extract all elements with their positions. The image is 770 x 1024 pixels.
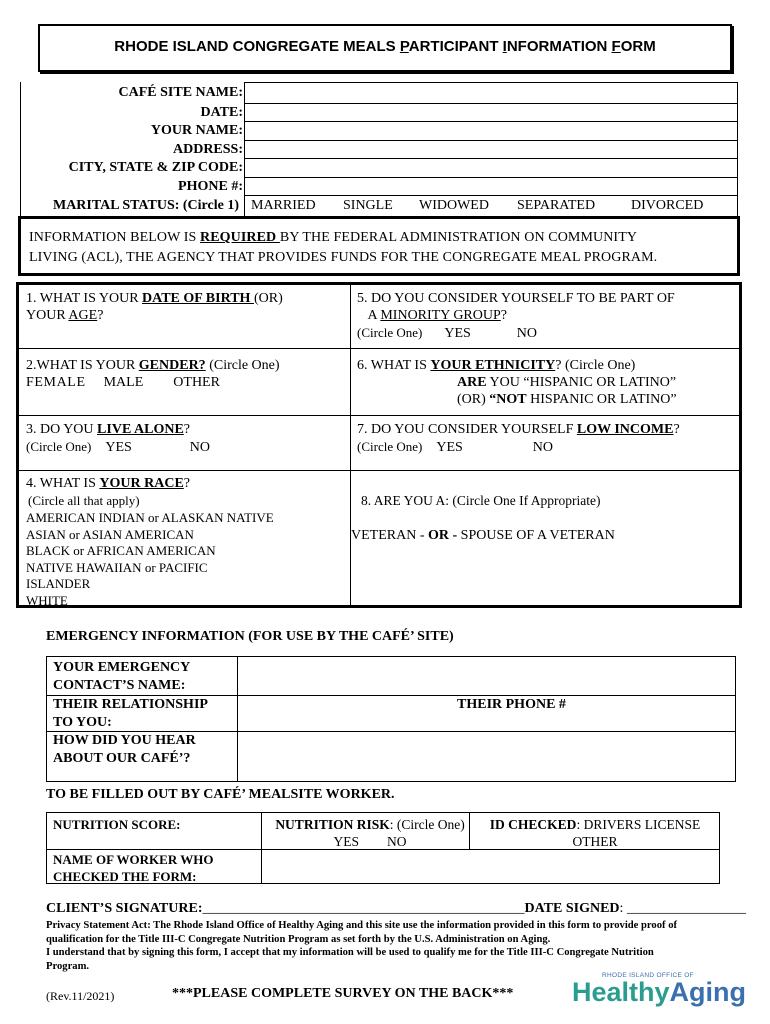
survey-notice: ***PLEASE COMPLETE SURVEY ON THE BACK*** bbox=[172, 986, 514, 1001]
form-title: RHODE ISLAND CONGREGATE MEALS PARTICIPANT INFORMATION FORM bbox=[114, 38, 656, 55]
form-title-box bbox=[38, 24, 732, 72]
relationship-label: THEIR RELATIONSHIP TO YOU: bbox=[53, 697, 208, 730]
phone-label: PHONE #: bbox=[178, 179, 243, 194]
race-option[interactable]: AMERICAN INDIAN or ALASKAN NATIVE bbox=[26, 510, 274, 525]
revision-date: (Rev.11/2021) bbox=[46, 989, 115, 1003]
questions-grid bbox=[16, 282, 742, 608]
marital-option-separated[interactable]: SEPARATED bbox=[517, 198, 596, 213]
race-option[interactable]: WHITE bbox=[26, 592, 68, 608]
required-notice-text: INFORMATION BELOW IS REQUIRED BY THE FEDERAL ADMINISTRATION ON COMMUNITY LIVING (ACL), THE AGENCY THAT PROVIDES FUNDS FOR THE CONGREGATE MEAL PROGRAM. bbox=[29, 230, 658, 265]
worker-name-label: NAME OF WORKER WHO CHECKED THE FORM: bbox=[53, 852, 214, 884]
marital-option-married[interactable]: MARRIED bbox=[251, 198, 316, 213]
emergency-contact-label: YOUR EMERGENCY CONTACT’S NAME: bbox=[53, 660, 191, 693]
privacy-statement: Privacy Statement Act: The Rhode Island Office of Healthy Aging and this site use the information provided in this form to provide proof of qualification for the Title III-C Congregate Nutrition Program as set forth by the U.S. Administration on Aging. I understand that by signing this form, I accept that my information will be used to qualify me for the Title III-C Congregate Nutrition Program. bbox=[46, 920, 678, 972]
cafe-site-label: CAFÉ SITE NAME: bbox=[118, 85, 243, 100]
emergency-table bbox=[46, 656, 736, 782]
marital-option-widowed[interactable]: WIDOWED bbox=[419, 198, 489, 213]
divider bbox=[245, 158, 737, 159]
question-race: 4. WHAT IS YOUR RACE? (Circle all that apply) AMERICAN INDIAN or ALASKAN NATIVE ASIAN or ASIAN AMERICAN BLACK or AFRICAN AMERICAN NATIVE HAWAIIAN or PACIFIC ISLANDER WHITE bbox=[26, 476, 274, 608]
grid-divider bbox=[19, 470, 739, 471]
question-low-income: 7. DO YOU CONSIDER YOURSELF LOW INCOME? (Circle One) YES NO bbox=[357, 422, 680, 455]
race-option[interactable]: ASIAN or ASIAN AMERICAN bbox=[26, 526, 194, 542]
nutrition-score-label: NUTRITION SCORE: bbox=[53, 817, 181, 832]
question-dob: 1. WHAT IS YOUR DATE OF BIRTH (OR) YOUR AGE? bbox=[26, 291, 283, 323]
divider bbox=[245, 177, 737, 178]
info-input-column[interactable] bbox=[244, 82, 738, 216]
worker-table bbox=[46, 812, 720, 884]
date-label: DATE: bbox=[200, 105, 243, 120]
question-minority: 5. DO YOU CONSIDER YOURSELF TO BE PART OF A MINORITY GROUP? (Circle One) YES NO bbox=[357, 291, 675, 341]
grid-divider bbox=[237, 657, 238, 781]
healthy-aging-logo: RHODE ISLAND OFFICE OF HealthyAging bbox=[572, 972, 747, 1007]
worker-heading: TO BE FILLED OUT BY CAFÉ’ MEALSITE WORKER. bbox=[46, 787, 395, 802]
race-option[interactable]: NATIVE HAWAIIAN or PACIFIC bbox=[26, 559, 208, 575]
question-ethnicity: 6. WHAT IS YOUR ETHNICITY? (Circle One) ARE YOU “HISPANIC OR LATINO” (OR) “NOT HISPANIC OR LATINO” bbox=[357, 358, 677, 407]
divider bbox=[245, 121, 737, 122]
how-did-you-hear-label: HOW DID YOU HEAR ABOUT OUR CAFÉ’? bbox=[53, 733, 196, 766]
your-name-label: YOUR NAME: bbox=[150, 123, 243, 138]
veteran-options: VETERAN - OR - SPOUSE OF A VETERAN bbox=[351, 528, 615, 543]
address-label: ADDRESS: bbox=[172, 142, 243, 157]
marital-option-single[interactable]: SINGLE bbox=[343, 198, 393, 213]
grid-divider bbox=[19, 415, 739, 416]
id-checked: ID CHECKED: DRIVERS LICENSE OTHER bbox=[489, 817, 701, 849]
required-notice-box bbox=[18, 216, 740, 276]
marital-option-divorced[interactable]: DIVORCED bbox=[631, 198, 704, 213]
race-option[interactable]: BLACK or AFRICAN AMERICAN bbox=[26, 543, 216, 558]
marital-status-label: MARITAL STATUS: (Circle 1) bbox=[52, 198, 239, 213]
grid-divider bbox=[19, 348, 739, 349]
question-gender: 2.WHAT IS YOUR GENDER? (Circle One) FEMALE MALE OTHER bbox=[26, 358, 280, 390]
signature-line[interactable]: CLIENT’S SIGNATURE:______________________________________________DATE SIGNED: _________________ bbox=[46, 901, 746, 916]
divider bbox=[245, 195, 737, 196]
emergency-heading: EMERGENCY INFORMATION (FOR USE BY THE CAFÉ’ SITE) bbox=[46, 629, 454, 644]
race-option[interactable]: ISLANDER bbox=[26, 576, 91, 591]
question-veteran: 8. ARE YOU A: (Circle One If Appropriate) bbox=[361, 493, 601, 508]
nutrition-risk: NUTRITION RISK: (Circle One) YES NO bbox=[275, 817, 465, 849]
info-label-column bbox=[20, 82, 245, 216]
grid-divider bbox=[261, 813, 262, 883]
participant-info-table bbox=[20, 82, 738, 216]
question-live-alone: 3. DO YOU LIVE ALONE? (Circle One) YES NO bbox=[26, 422, 211, 455]
divider bbox=[245, 140, 737, 141]
grid-divider bbox=[350, 285, 351, 605]
city-state-zip-label: CITY, STATE & ZIP CODE: bbox=[68, 160, 243, 175]
divider bbox=[245, 103, 737, 104]
their-phone-label: THEIR PHONE # bbox=[457, 697, 566, 712]
